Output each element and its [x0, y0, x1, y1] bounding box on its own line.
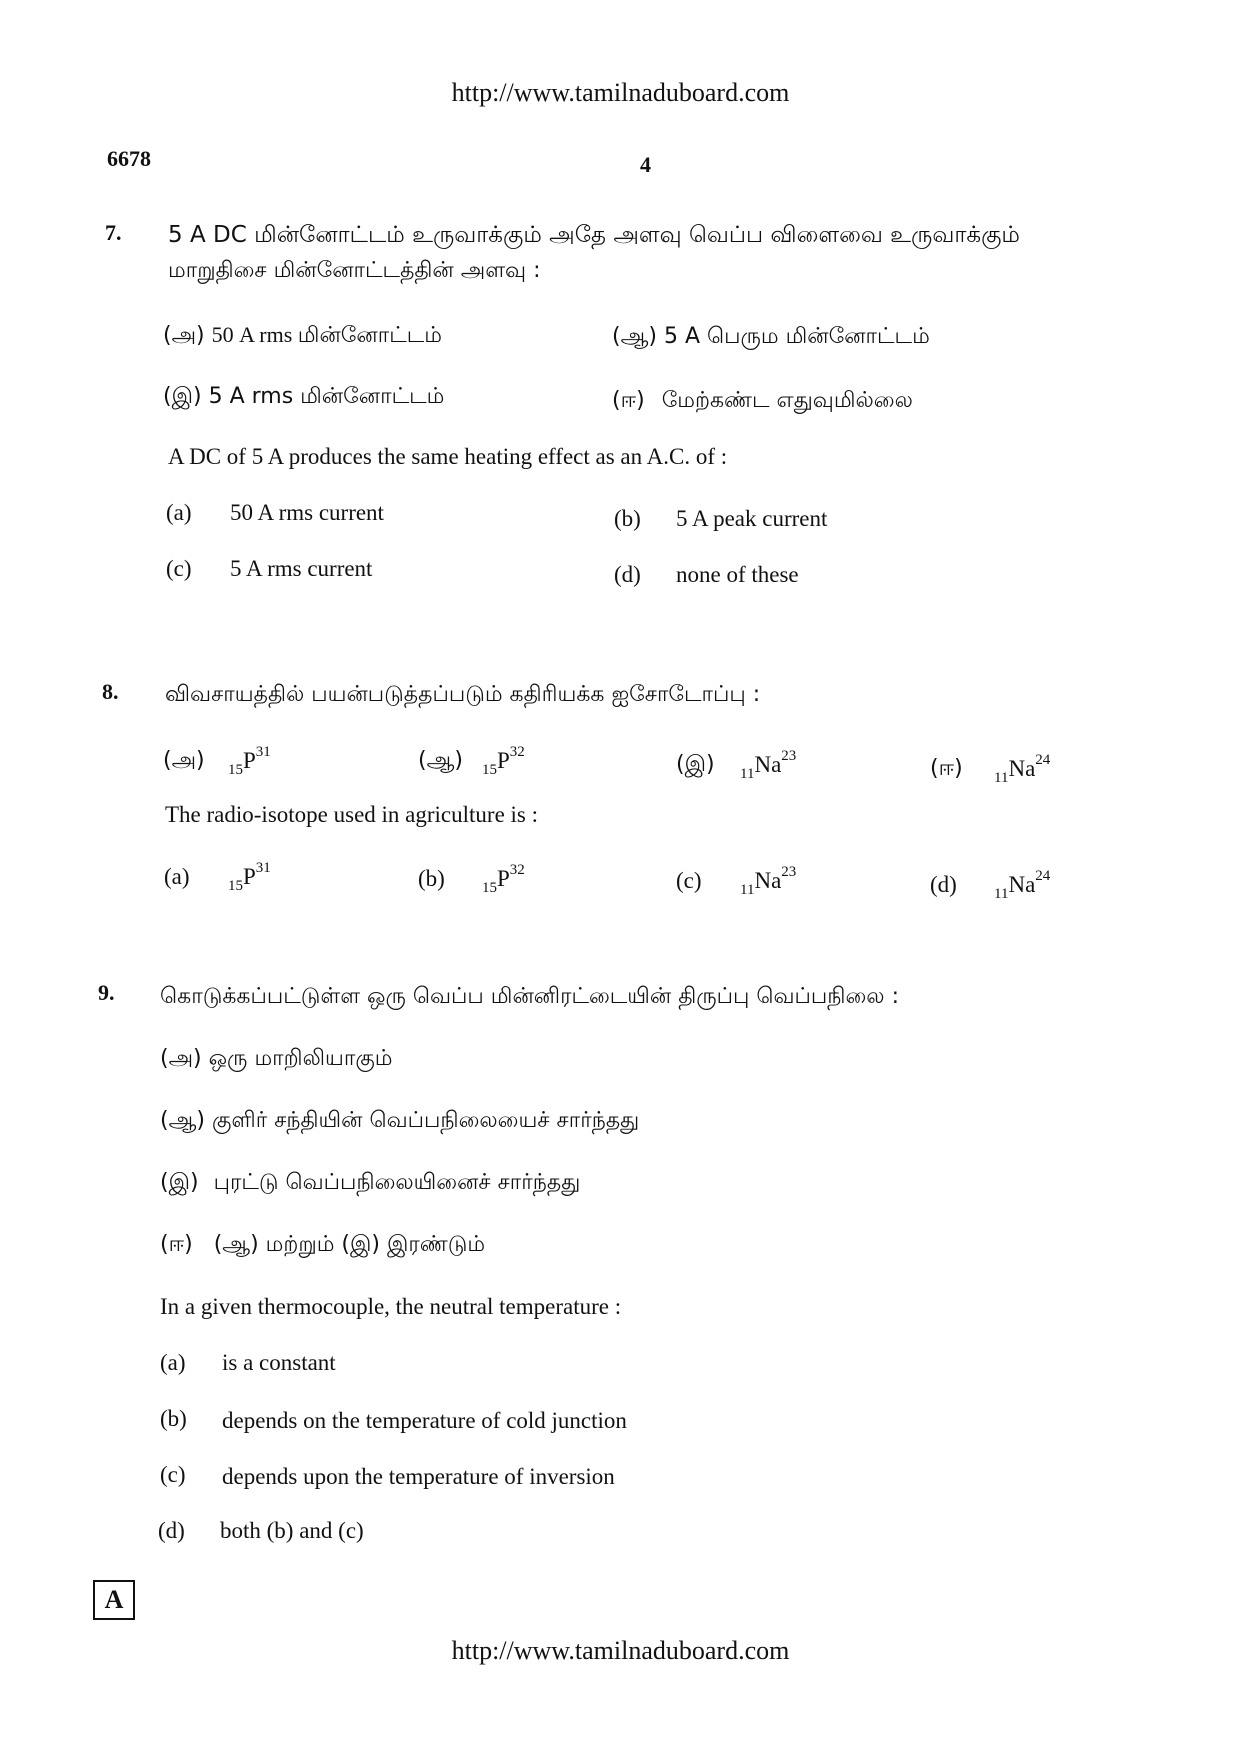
option-text: மேற்கண்ட எதுவுமில்லை [661, 388, 913, 413]
tamil-option-a-label: (அ) [163, 748, 205, 773]
option-label: (ஈ) [612, 388, 645, 413]
isotope-na24: $_{11}Na^{24}$ [994, 868, 1051, 902]
tamil-option-c-label: (இ) [676, 752, 715, 777]
paper-code: 6678 [107, 146, 151, 171]
footer-url: http://www.tamilnaduboard.com [451, 1636, 790, 1665]
english-option-b-text: depends on the temperature of cold junction [222, 1408, 627, 1433]
question-number: 9. [98, 980, 115, 1005]
tamil-question-line2: மாறுதிசை மின்னோட்டத்தின் அளவு : [168, 258, 541, 283]
tamil-option-d [160, 1232, 485, 1260]
tamil-option-b [160, 1108, 639, 1136]
english-question: In a given thermocouple, the neutral temperature : [160, 1294, 622, 1319]
tamil-option-c [160, 1170, 580, 1198]
option-label: (ஆ) [612, 324, 657, 349]
english-option-b-text: 5 A peak current [676, 506, 828, 531]
header-url: http://www.tamilnaduboard.com [451, 78, 790, 107]
option-label: (ஈ) [160, 1232, 193, 1257]
english-option-c-text: 5 A rms current [230, 556, 373, 581]
english-option-d-label: (d) [930, 872, 957, 897]
option-text: 5 A rms மின்னோட்டம் [208, 384, 445, 409]
english-option-a-label: (a) [160, 1350, 186, 1375]
page-number: 4 [640, 152, 651, 177]
english-option-b-label: (b) [614, 506, 641, 531]
option-label: (அ) [160, 1046, 202, 1071]
option-label: (இ) [160, 1170, 199, 1195]
english-option-a-text: 50 A rms current [230, 500, 384, 525]
english-question: A DC of 5 A produces the same heating effect as an A.C. of : [168, 444, 728, 469]
option-label: (இ) [163, 384, 202, 409]
english-option-a-label: (a) [166, 500, 192, 525]
option-label: (ஆ) [160, 1108, 205, 1133]
english-option-d-label: (d) [158, 1518, 185, 1543]
tamil-option-c [163, 384, 444, 412]
english-option-c-label: (c) [676, 868, 702, 893]
isotope-p31: $_{15}P^{31}$ [228, 860, 271, 894]
tamil-question: கொடுக்கப்பட்டுள்ள ஒரு வெப்ப மின்னிரட்டையின் திருப்பு வெப்பநிலை : [160, 984, 899, 1009]
english-option-a-text: is a constant [222, 1350, 336, 1375]
option-text: (ஆ) மற்றும் (இ) இரண்டும் [213, 1232, 486, 1257]
isotope-na24: $_{11}Na^{24}$ [994, 752, 1051, 786]
tamil-option-b-label: (ஆ) [418, 748, 463, 773]
tamil-option-b [612, 324, 930, 352]
tamil-option-d [612, 388, 913, 416]
option-text: 50 A rms மின்னோட்டம் [211, 322, 442, 347]
option-label: (அ) [163, 323, 205, 348]
question-number: 8. [102, 679, 119, 704]
question-number: 7. [105, 220, 122, 245]
english-option-d-label: (d) [614, 562, 641, 587]
isotope-p32: $_{15}P^{32}$ [482, 862, 525, 896]
option-text: குளிர் சந்தியின் வெப்பநிலையைச் சார்ந்தது [212, 1108, 640, 1133]
option-text: 5 A பெரும மின்னோட்டம் [664, 324, 930, 349]
english-option-d-text: both (b) and (c) [220, 1518, 364, 1543]
english-option-a-label: (a) [164, 864, 190, 889]
tamil-option-a [160, 1046, 392, 1074]
english-question: The radio-isotope used in agriculture is : [165, 802, 539, 827]
isotope-na23: $_{11}Na^{23}$ [740, 864, 797, 898]
isotope-p32: $_{15}P^{32}$ [482, 744, 525, 778]
english-option-b-label: (b) [418, 866, 445, 891]
english-option-c-text: depends upon the temperature of inversion [222, 1464, 615, 1489]
isotope-p31: $_{15}P^{31}$ [228, 744, 271, 778]
english-option-c-label: (c) [160, 1462, 186, 1487]
option-text: புரட்டு வெப்பநிலையினைச் சார்ந்தது [213, 1170, 581, 1195]
tamil-option-d-label: (ஈ) [930, 756, 963, 781]
tamil-option-a [163, 322, 442, 351]
tamil-question-line1: 5 A DC மின்னோட்டம் உருவாக்கும் அதே அளவு வெப்ப விளைவை உருவாக்கும் [168, 222, 1020, 248]
english-option-d-text: none of these [676, 562, 799, 587]
booklet-code-box: A [93, 1580, 135, 1620]
tamil-question: விவசாயத்தில் பயன்படுத்தப்படும் கதிரியக்க ஐசோடோப்பு : [165, 682, 761, 707]
english-option-b-label: (b) [160, 1406, 187, 1431]
isotope-na23: $_{11}Na^{23}$ [740, 748, 797, 782]
english-option-c-label: (c) [166, 556, 192, 581]
option-text: ஒரு மாறிலியாகும் [208, 1046, 393, 1071]
